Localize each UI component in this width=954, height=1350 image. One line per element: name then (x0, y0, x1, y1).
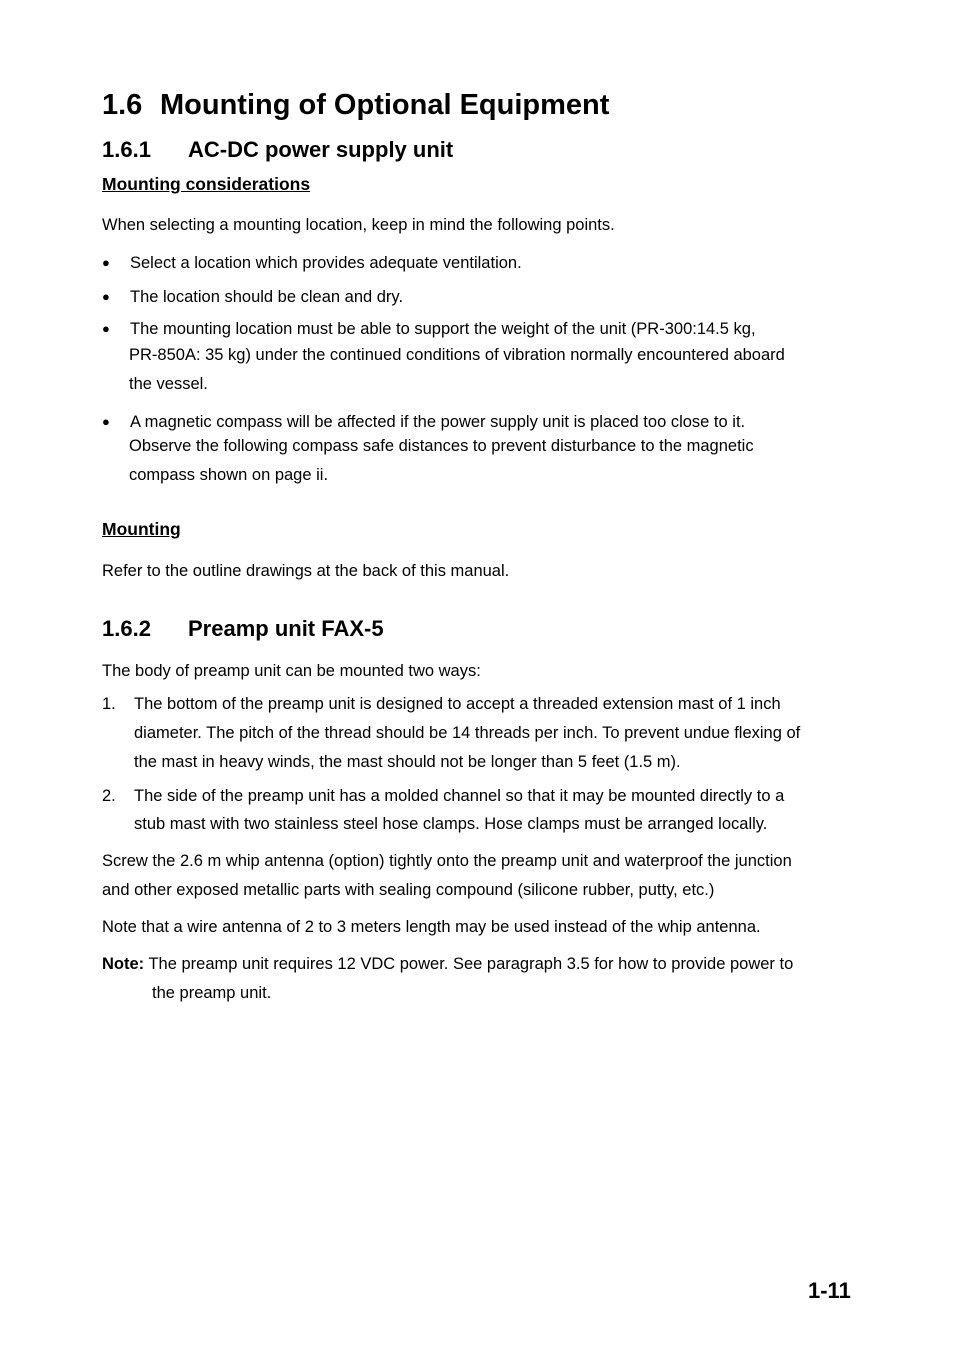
item-text-line: stub mast with two stainless steel hose clamps. Hose clamps must be arranged locally. (134, 815, 768, 833)
page-number: 1-11 (808, 1278, 851, 1303)
bullet-text: Select a location which provides adequate ventilation. (130, 254, 522, 272)
bullet-icon: ● (102, 321, 110, 336)
section-number: 1.6 (102, 89, 143, 121)
subsection-title-1: AC-DC power supply unit (188, 137, 454, 162)
bullet-text-line: the vessel. (129, 375, 208, 393)
item-text-line: The side of the preamp unit has a molded channel so that it may be mounted directly to a (134, 787, 785, 805)
bullet-text: The mounting location must be able to support the weight of the unit (PR-300:14.5 kg, (130, 320, 756, 338)
heading-mounting: Mounting (102, 519, 181, 539)
bullet-text: A magnetic compass will be affected if the power supply unit is placed too close to it. (130, 413, 746, 431)
item-text-line: The bottom of the preamp unit is designed to accept a threaded extension mast of 1 inch (134, 695, 781, 713)
wire-antenna-note: Note that a wire antenna of 2 to 3 meters length may be used instead of the whip antenna. (102, 918, 761, 936)
note-text-line-2: the preamp unit. (152, 984, 272, 1002)
section-heading (102, 89, 609, 122)
considerations-intro: When selecting a mounting location, keep in mind the following points. (102, 216, 615, 234)
bullet-icon: ● (102, 414, 110, 429)
preamp-intro: The body of preamp unit can be mounted two ways: (102, 662, 481, 680)
item-number: 1. (102, 695, 116, 713)
bullet-text-line: PR-850A: 35 kg) under the continued conditions of vibration normally encountered aboard (129, 346, 785, 364)
item-number: 2. (102, 787, 116, 805)
mounting-text: Refer to the outline drawings at the back of this manual. (102, 562, 510, 580)
subsection-number-2: 1.6.2 (102, 616, 151, 641)
item-text-line: diameter. The pitch of the thread should be 14 threads per inch. To prevent undue flexing of (134, 724, 801, 742)
bullet-text-line: compass shown on page ii. (129, 466, 329, 484)
heading-mounting-considerations: Mounting considerations (102, 174, 311, 194)
screw-antenna-text-line-1: Screw the 2.6 m whip antenna (option) tightly onto the preamp unit and waterproof the junction (102, 852, 792, 870)
bullet-icon: ● (102, 255, 110, 270)
subsection-title-2: Preamp unit FAX-5 (188, 616, 384, 641)
section-title: Mounting of Optional Equipment (160, 89, 610, 121)
item-text-line: the mast in heavy winds, the mast should not be longer than 5 feet (1.5 m). (134, 753, 681, 771)
bullet-icon: ● (102, 289, 110, 304)
note-text-line-1: The preamp unit requires 12 VDC power. See paragraph 3.5 for how to provide power to (148, 955, 794, 973)
screw-antenna-text-line-2: and other exposed metallic parts with sealing compound (silicone rubber, putty, etc.) (102, 881, 715, 899)
subsection-heading-2 (102, 616, 384, 642)
bullet-text: The location should be clean and dry. (130, 288, 404, 306)
note-block (102, 950, 793, 979)
subsection-number-1: 1.6.1 (102, 137, 151, 162)
subsection-heading-1 (102, 137, 453, 163)
bullet-text-line: Observe the following compass safe distances to prevent disturbance to the magnetic (129, 437, 754, 455)
note-label: Note: (102, 955, 145, 973)
